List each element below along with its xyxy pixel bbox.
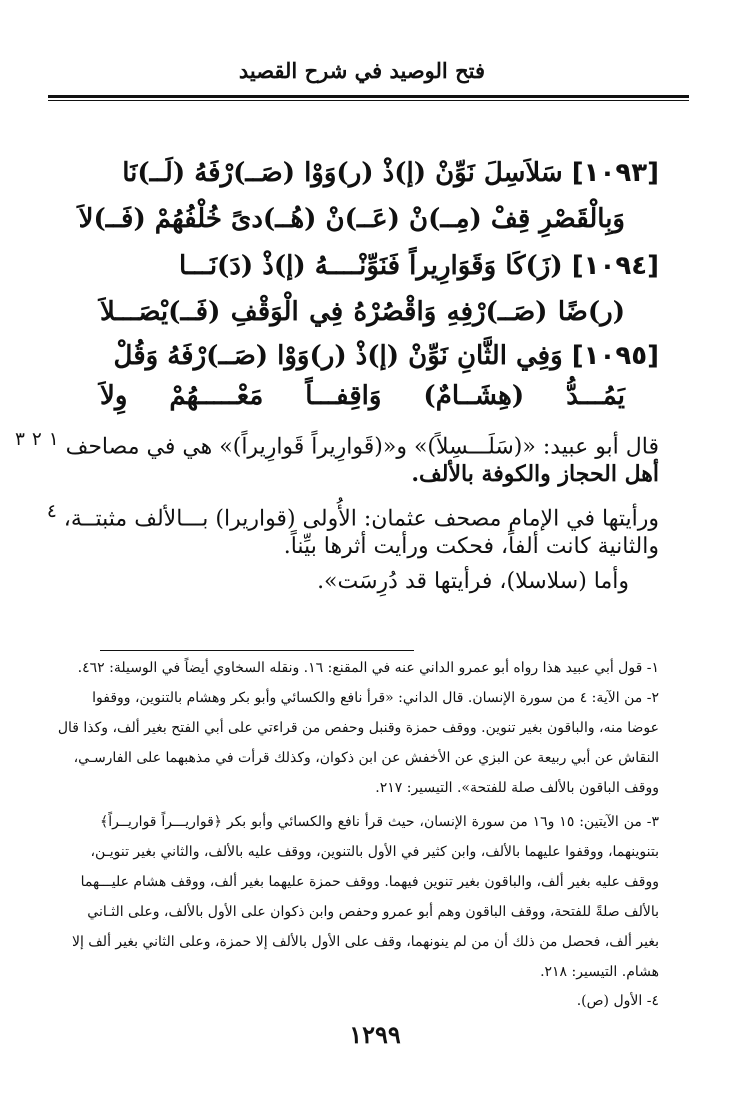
footnote-line: ووقف عليه بغير ألف، والباقون بغير تنوين فيهما. ووقف حمزة عليهما بغير ألف، ووقف هشام عليـــهما (80, 874, 659, 890)
footnote-line: النقاش عن أبي ربيعة عن البزي عن الأخفش عن ابن ذكوان، وكذلك قرأت في مذهبهما على الفارسـي، (73, 750, 659, 766)
footnote-line: بالألف صلةً للفتحة، ووقف الباقون وهم أبو عمرو وحفص وابن ذكوان على الأول بالألف، وعلى الثـاني (87, 904, 659, 920)
footnote-separator (100, 650, 414, 651)
page-number: ١٢٩٩ (349, 1020, 401, 1049)
footnote-ref: ٣ (14, 429, 25, 450)
header-rule-thin (48, 100, 689, 101)
footnote-line: ٣- من الآيتين: ١٥ و١٦ من سورة الإنسان، حيث قرأ نافع والكسائي وأبو بكر ﴿قواريـــراً قواريــراً﴾ (100, 814, 659, 830)
footnote-line: ٤- الأول (ص). (576, 993, 659, 1009)
verse-1093-line2: وَبِالْقَصْرِ قِفْ (مِــ)نْ (عَــ)نْ (هُــ)دىً خُلْفُهُمْ (فَــ)لاَ (78, 204, 625, 234)
footnote-ref: ١ (48, 429, 59, 450)
footnote-ref: ٤ (46, 501, 57, 522)
verse-hemistich: وَفِي الثَّانِ نَوِّنْ (إ)ذْ (ر)وَوْا (صَــ)رْفَهُ وَقُلْ (113, 341, 563, 371)
verse-1093-line1 (100, 150, 659, 196)
verse-1094-line2: (ر)ضًا (صَــ)رْفِهِ وَاقْصُرْهُ فِي الْوَقْفِ (فَــ)يْصَـــلاَ (100, 297, 625, 327)
footnote-line: بغير ألف، فحصل من ذلك أن من لم ينونهما، وقف على الأول بالألف إلا حمزة، وعلى الثاني بغير ألف إلا (71, 934, 659, 950)
verse-number: [١٠٩٤] (571, 251, 659, 281)
footnote-line: بتنوينهما، ووقفوا عليهما بالألف، وابن كثير في الأول بالتنوين، ووقف عليه بالألف، والثاني بغير تنويـن، (90, 844, 659, 860)
footnote-line: ٢- من الآية: ٤ من سورة الإنسان. قال الداني: «قرأ نافع والكسائي وأبو بكر وهشام بالتنوين، ووقفوا (92, 690, 659, 706)
commentary-line: وأما (سلاسلا)، فرأيتها قد دُرِسَت». (317, 569, 629, 594)
verse-hemistich: سَلاَسِلَ نَوِّنْ (إ)ذْ (ر)وَوْا (صَــ)رْفَهُ (لَــ)نَا (122, 158, 563, 188)
commentary-line: قال أبو عبيد: «(سَلَـــسِلاً)» و«(قَوارِيراً قَوارِيراً)» هي في مصاحف $^١$ $^٢$ $^٣$ (14, 429, 659, 460)
footnote-line: عوضا منه، والباقون بغير تنوين. ووقف حمزة وقنبل وحفص من قراءتي على أبي الفتح بغير ألف، وكذا قال (57, 720, 659, 736)
footnote-ref: ٢ (31, 429, 42, 450)
header-rule-thick (48, 95, 689, 98)
verse-hemistich: (زَ)كَا وَقَوَارِيراً فَنَوِّنْــــهُ (إ)ذْ (دَ)نَـــا (179, 251, 563, 281)
running-header-title: فتح الوصيد في شرح القصيد (238, 58, 485, 83)
verse-number: [١٠٩٣] (571, 158, 659, 188)
footnote-line: هشام. التيسير: ٢١٨. (540, 964, 659, 980)
verse-number: [١٠٩٥] (571, 341, 659, 371)
verse-1095-line2: يَمُـــدُّ (هِشَــامٌ) وَاقِفـــاً مَعْـــــهُمْ وِلاَ (100, 381, 625, 411)
commentary-line: ورأيتها في الإمام مصحف عثمان: الأُولى (قواريرا) بـــالألف مثبتــة، $^٤$ (46, 501, 659, 532)
commentary-line: أهل الحجاز والكوفة بالألف. (411, 461, 659, 487)
footnote-line: ووقف الباقون بالألف صلة للفتحة». التيسير: ٢١٧. (375, 780, 659, 796)
footnote-line: ١- قول أبي عبيد هذا رواه أبو عمرو الداني عنه في المقنع: ١٦. ونقله السخاوي أيضاً في الوسيلة: ٤٦٢. (77, 660, 659, 676)
commentary-line: والثانية كانت ألفاً، فحكت ورأيت أثرها بيِّناً. (283, 534, 659, 559)
verse-1094-line1 (100, 243, 659, 289)
